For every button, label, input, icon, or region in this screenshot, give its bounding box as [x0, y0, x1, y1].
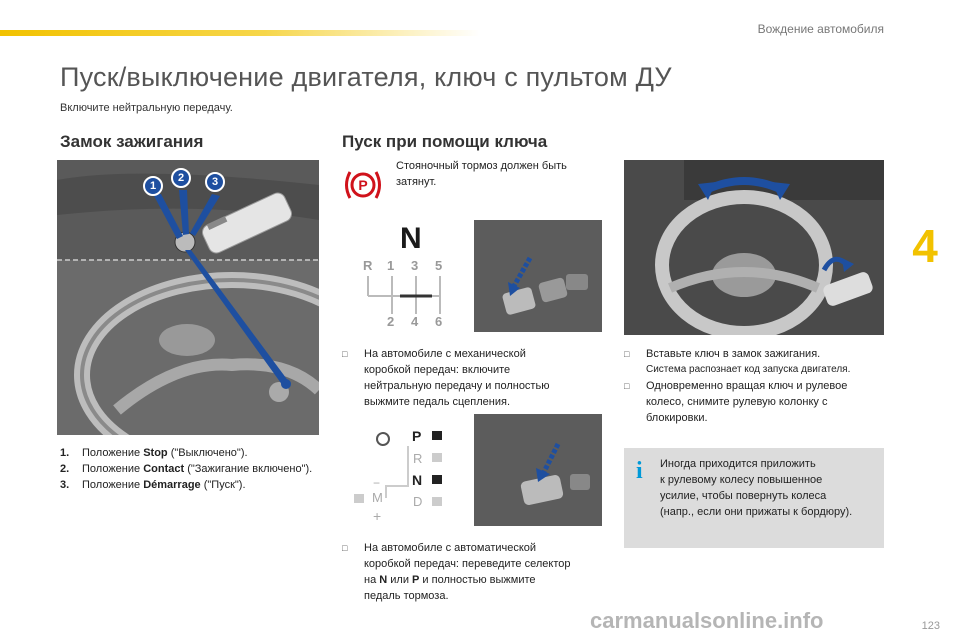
selector-M: M [372, 490, 383, 505]
gear-2: 2 [387, 314, 395, 329]
parking-brake-note: Стояночный тормоз должен быть затянут. [396, 160, 567, 188]
gear-neutral-label: N [400, 222, 422, 255]
gear-4: 4 [411, 314, 419, 329]
steering-wheel-key-icon [57, 160, 319, 435]
list-item: 1. Положение Stop ("Выключено"). [60, 447, 248, 459]
svg-text:P: P [358, 177, 368, 193]
gear-5: 5 [435, 258, 443, 273]
bullet-icon: □ [342, 349, 348, 359]
gear-6: 6 [435, 314, 443, 329]
ignition-heading: Замок зажигания [60, 132, 204, 151]
steering-unlock-illustration [624, 160, 884, 335]
gear-R: R [363, 258, 373, 273]
selector-R: R [413, 451, 423, 466]
key-insert-instruction: □ Вставьте ключ в замок зажигания. Система распознает код запуска двигателя. □ Одновременно вращая ключ и рулевое колесо, снимите рулевую колонку с блокировки. [624, 346, 892, 426]
ignition-illustration [57, 160, 319, 435]
page-subtitle: Включите нейтральную передачу. [60, 102, 233, 114]
brake-pedal-illustration [474, 414, 602, 526]
section-header: Вождение автомобиля [757, 22, 884, 36]
callout-3: 3 [205, 172, 225, 192]
selector-minus: − [373, 476, 381, 490]
automatic-gear-diagram [352, 428, 448, 528]
info-box [624, 448, 884, 548]
list-item: 2. Положение Contact ("Зажигание включено"). [60, 463, 313, 475]
selector-plus: + [373, 508, 382, 524]
watermark: carmanualsonline.info [590, 608, 824, 633]
automatic-instruction: □ На автомобиле с автоматической коробкой передач: переведите селектор на N или P и полностью выжмите педаль тормоза. [342, 542, 571, 602]
bullet-icon: □ [624, 349, 630, 359]
parking-brake-icon [342, 168, 384, 202]
bullet-icon: □ [342, 543, 348, 553]
callout-2: 2 [171, 168, 191, 188]
selector-N: N [412, 472, 423, 488]
recognition-note: Система распознает код запуска двигателя. [646, 364, 851, 375]
page-title: Пуск/выключение двигателя, ключ с пультом ДУ [60, 62, 672, 92]
chapter-color-bar [0, 30, 480, 36]
chapter-tab: 4 [912, 220, 938, 272]
ignition-positions-list [60, 445, 320, 493]
callout-1: 1 [143, 176, 163, 196]
bullet-icon: □ [624, 381, 630, 391]
gear-3: 3 [411, 258, 419, 273]
selector-P: P [412, 428, 422, 444]
info-icon: i [636, 458, 643, 484]
manual-instruction: □ На автомобиле с механической коробкой передач: включите нейтральную передачу и полностью выжмите педаль сцепления. [342, 348, 550, 408]
list-item: 3. Положение Démarrage ("Пуск"). [60, 479, 246, 491]
page-number: 123 [921, 620, 940, 632]
clutch-pedal-illustration [474, 220, 602, 332]
selector-D: D [413, 494, 423, 509]
manual-gear-diagram [360, 222, 460, 332]
info-text: Иногда приходится приложить к рулевому колесу повышенное усилие, чтобы повернуть колеса (напр., если они прижаты к бордюру). [660, 458, 853, 518]
key-start-heading: Пуск при помощи ключа [342, 132, 548, 151]
gear-1: 1 [387, 258, 395, 273]
